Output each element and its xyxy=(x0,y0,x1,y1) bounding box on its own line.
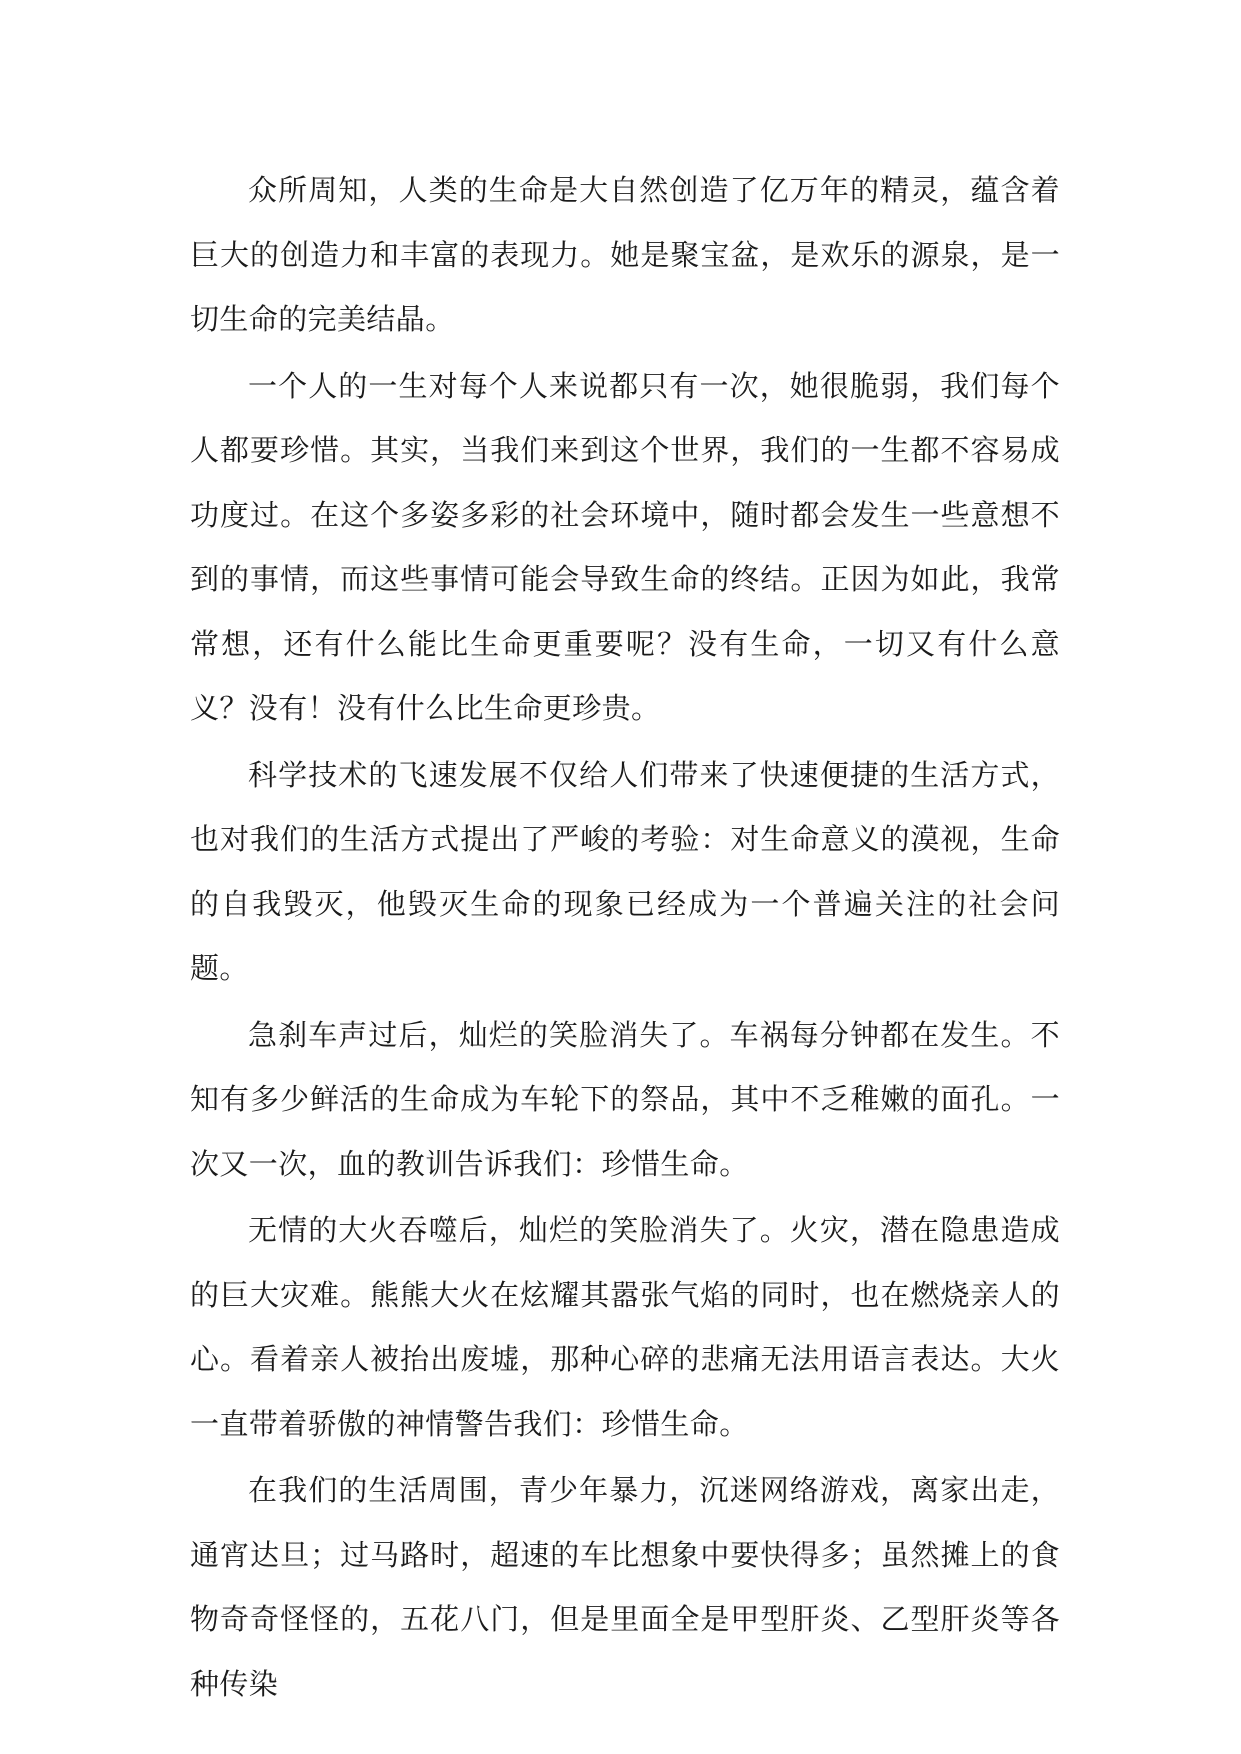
paragraph-1: 众所周知，人类的生命是大自然创造了亿万年的精灵，蕴含着巨大的创造力和丰富的表现力。她是聚宝盆，是欢乐的源泉，是一切生命的完美结晶。 xyxy=(190,173,1060,336)
paragraph-5: 无情的大火吞噬后，灿烂的笑脸消失了。火灾，潜在隐患造成的巨大灾难。熊熊大火在炫耀其嚣张气焰的同时，也在燃烧亲人的心。看着亲人被抬出废墟，那种心碎的悲痛无法用语言表达。大火一直带着骄傲的神情警告我们：珍惜生命。 xyxy=(190,1213,1060,1441)
paragraph-6: 在我们的生活周围，青少年暴力，沉迷网络游戏，离家出走，通宵达旦；过马路时，超速的车比想象中要快得多；虽然摊上的食物奇奇怪怪的，五花八门，但是里面全是甲型肝炎、乙型肝炎等各种传染 xyxy=(190,1473,1060,1701)
paragraph-2: 一个人的一生对每个人来说都只有一次，她很脆弱，我们每个人都要珍惜。其实，当我们来到这个世界，我们的一生都不容易成功度过。在这个多姿多彩的社会环境中，随时都会发生一些意想不到的事情，而这些事情可能会导致生命的终结。正因为如此，我常常想，还有什么能比生命更重要呢？没有生命，一切又有什么意义？没有！没有什么比生命更珍贵。 xyxy=(190,368,1060,725)
paragraph-4: 急刹车声过后，灿烂的笑脸消失了。车祸每分钟都在发生。不知有多少鲜活的生命成为车轮下的祭品，其中不乏稚嫩的面孔。一次又一次，血的教训告诉我们：珍惜生命。 xyxy=(190,1017,1060,1181)
document-body xyxy=(190,158,1060,1718)
paragraph-3: 科学技术的飞速发展不仅给人们带来了快速便捷的生活方式，也对我们的生活方式提出了严峻的考验：对生命意义的漠视，生命的自我毁灭，他毁灭生命的现象已经成为一个普遍关注的社会问题。 xyxy=(190,757,1060,985)
